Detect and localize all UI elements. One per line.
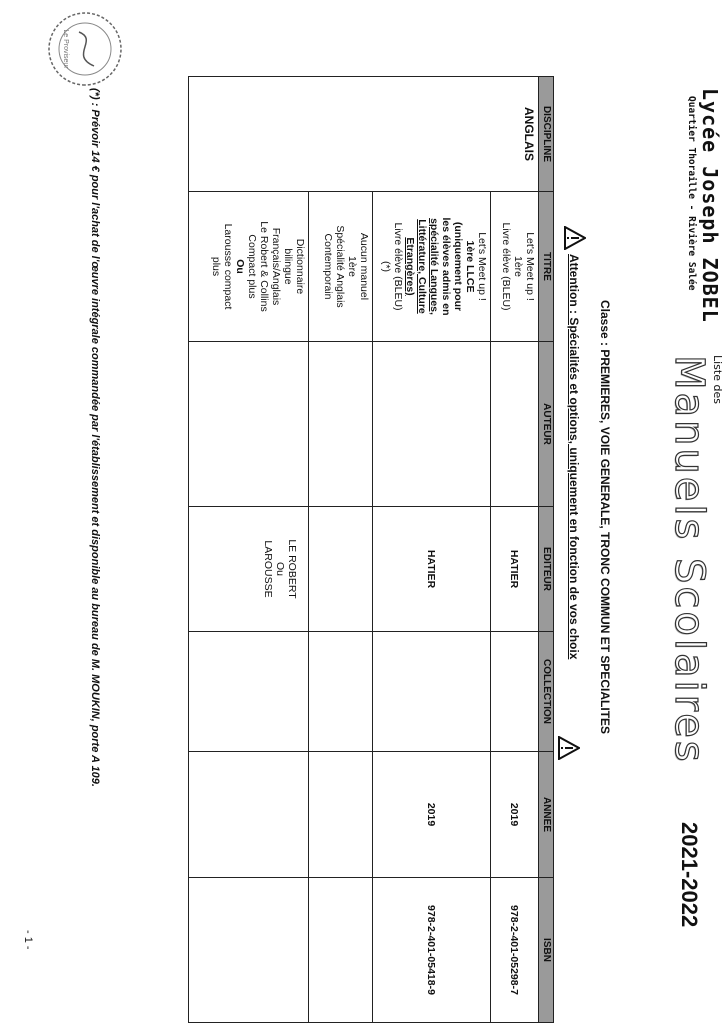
isbn-cell [189,878,309,1023]
discipline-cell: ANGLAIS [189,77,539,192]
author-cell [189,342,309,507]
publisher-cell: HATIER [373,507,491,632]
school-name: Lycée Joseph ZOBEL [698,88,722,323]
publisher-cell [309,507,373,632]
column-header: TITRE [539,192,554,342]
title-cell: Let's Meet up ! 1ère Livre élève (BLEU) [491,192,539,342]
list-label: Liste des [711,355,724,404]
year-cell: 2019 [373,752,491,878]
stamp-label: Le Proviseur [62,29,69,69]
author-cell [373,342,491,507]
school-stamp [46,10,124,88]
column-header: DISCIPLINE [539,77,554,192]
table-row [491,77,539,1023]
school-year: 2021-2022 [677,822,702,928]
publisher-cell: HATIER [491,507,539,632]
footnote: (*) : Prévoir 14 € pour l'achat de l'œuvre intégrale commandée par l'établissement et disponible au bureau de M. MOUKIN, porte A 109. [89,88,101,787]
collection-cell [491,632,539,752]
table-row [189,77,309,1023]
year-cell [189,752,309,878]
year-cell [309,752,373,878]
collection-cell [373,632,491,752]
author-cell [309,342,373,507]
collection-cell [309,632,373,752]
isbn-cell [309,878,373,1023]
title-cell: Aucun manuel 1ère Spécialité Anglais Contemporain [309,192,373,342]
author-cell [491,342,539,507]
page-number: - 1 - [22,930,34,950]
classe-line: Classe : PREMIERES, VOIE GENERALE, TRONC COMMUN ET SPECIALITES [598,300,612,735]
year-cell: 2019 [491,752,539,878]
table-header-row [539,77,554,1023]
publisher-cell: LE ROBERT Ou LAROUSSE [189,507,309,632]
column-header: COLLECTION [539,632,554,752]
warning-icon [558,736,580,760]
table-row [373,77,491,1023]
textbook-table [188,76,554,1023]
attention-notice: Attention : Spécialités et options, uniquement en fonction de vos choix [567,254,581,660]
column-header: EDITEUR [539,507,554,632]
column-header: ANNEE [539,752,554,878]
document-title: Manuels Scolaires [666,355,712,765]
column-header: AUTEUR [539,342,554,507]
title-cell: Let's Meet up ! 1ère LLCE (uniquement pour les élèves admis en spécialité Langues, Littérature, Culture Etrangères) Livre élève (BLEU) (*) [373,192,491,342]
isbn-cell: 978-2-401-05298-7 [491,878,539,1023]
school-address: Quartier Thoraille - Rivière Salée [686,96,697,291]
title-cell: Dictionnaire bilingue Français/Anglais Le Robert & Collins Compact plus Ou Larousse compact plus [189,192,309,342]
collection-cell [189,632,309,752]
warning-icon [564,226,586,250]
table-row [309,77,373,1023]
column-header: ISBN [539,878,554,1023]
isbn-cell: 978-2-401-05418-9 [373,878,491,1023]
